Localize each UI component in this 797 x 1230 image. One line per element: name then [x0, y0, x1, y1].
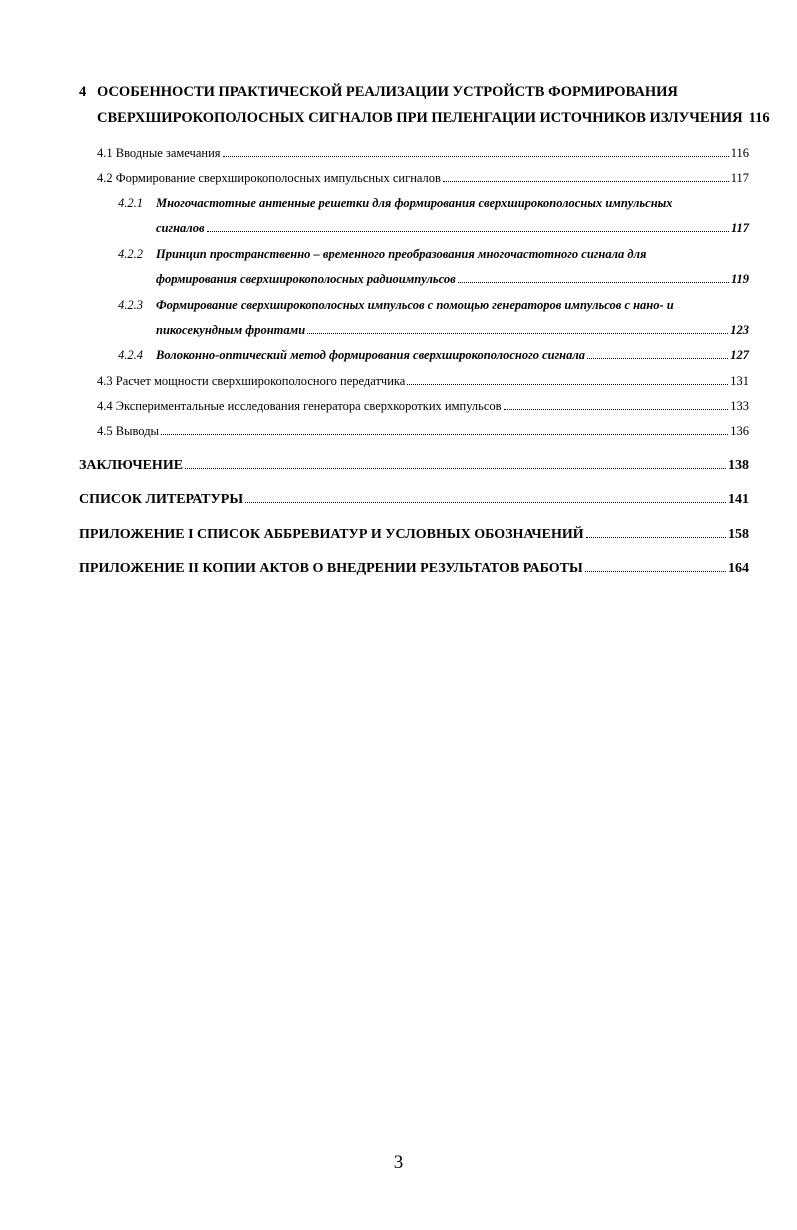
- toc-entry-4-2-2[interactable]: [156, 272, 749, 287]
- toc-page-number: 117: [730, 221, 749, 235]
- toc-page-number: 127: [730, 348, 749, 362]
- dot-leader: [458, 282, 729, 283]
- chapter-number: 4: [79, 84, 87, 100]
- toc-entry-4-4[interactable]: [97, 399, 749, 414]
- toc-subnum-4-2-4: 4.2.4: [118, 348, 143, 362]
- toc-entry-4-2-3-line1[interactable]: Формирование сверхширокополосных импульсов с помощью генераторов импульсов с нано- и: [156, 298, 674, 312]
- toc-page-number: 117: [730, 171, 749, 185]
- dot-leader: [587, 358, 728, 359]
- toc-entry-title: ЗАКЛЮЧЕНИЕ: [79, 458, 184, 473]
- toc-subnum-4-2-3: 4.2.3: [118, 298, 143, 312]
- toc-entry-references[interactable]: [79, 492, 749, 508]
- toc-page-number: 133: [730, 399, 749, 413]
- dot-leader: [585, 571, 726, 572]
- toc-page-number: 158: [728, 527, 749, 542]
- toc-entry-title: пикосекундным фронтами: [156, 323, 306, 337]
- toc-entry-appendix-1[interactable]: [79, 527, 749, 543]
- toc-entry-title: Волоконно-оптический метод формирования сверхширокополосного сигнала: [156, 348, 586, 362]
- toc-page-number: 119: [730, 272, 749, 286]
- dot-leader: [161, 434, 728, 435]
- toc-entry-title: СПИСОК ЛИТЕРАТУРЫ: [79, 492, 244, 507]
- dot-leader: [223, 156, 729, 157]
- toc-entry-chapter-4[interactable]: [97, 110, 770, 127]
- toc-entry-4-2-1[interactable]: [156, 221, 749, 236]
- toc-entry-4-3[interactable]: [97, 374, 749, 389]
- toc-entry-title: 4.1 Вводные замечания: [97, 146, 221, 160]
- toc-entry-title: ПРИЛОЖЕНИЕ I СПИСОК АББРЕВИАТУР И УСЛОВНЫХ ОБОЗНАЧЕНИЙ: [79, 527, 584, 542]
- toc-page-number: 116: [730, 146, 749, 160]
- toc-entry-title: формирования сверхширокополосных радиоимпульсов: [156, 272, 456, 286]
- toc-subnum-4-2-2: 4.2.2: [118, 247, 143, 261]
- dot-leader: [443, 181, 729, 182]
- chapter-title-line2: СВЕРХШИРОКОПОЛОСНЫХ СИГНАЛОВ ПРИ ПЕЛЕНГАЦИИ ИСТОЧНИКОВ ИЗЛУЧЕНИЯ: [97, 110, 743, 126]
- toc-entry-4-2-1-line1[interactable]: Многочастотные антенные решетки для формирования сверхширокополосных импульсных: [156, 196, 673, 210]
- toc-entry-4-2-2-line1[interactable]: Принцип пространственно – временного преобразования многочастотного сигнала для: [156, 247, 647, 261]
- toc-entry-title: ПРИЛОЖЕНИЕ II КОПИИ АКТОВ О ВНЕДРЕНИИ РЕЗУЛЬТАТОВ РАБОТЫ: [79, 561, 583, 576]
- toc-page-number: 116: [748, 110, 770, 126]
- toc-page-number: 123: [730, 323, 749, 337]
- toc-page-number: 138: [728, 458, 749, 473]
- toc-page-number: 141: [728, 492, 749, 507]
- toc-entry-appendix-2[interactable]: [79, 561, 749, 577]
- toc-entry-4-1[interactable]: [97, 146, 749, 161]
- toc-page-number: 164: [728, 561, 749, 576]
- dot-leader: [586, 537, 726, 538]
- page-number: 3: [393, 1152, 404, 1173]
- dot-leader: [245, 502, 726, 503]
- dot-leader: [407, 384, 728, 385]
- toc-entry-4-5[interactable]: [97, 424, 749, 439]
- toc-page-number: 136: [730, 424, 749, 438]
- toc-entry-title: 4.2 Формирование сверхширокополосных импульсных сигналов: [97, 171, 441, 185]
- toc-entry-title: сигналов: [156, 221, 205, 235]
- toc-entry-4-2-4[interactable]: [156, 348, 749, 363]
- toc-entry-4-2-3[interactable]: [156, 323, 749, 338]
- toc-entry-4-2[interactable]: [97, 171, 749, 186]
- toc-subnum-4-2-1: 4.2.1: [118, 196, 143, 210]
- dot-leader: [307, 333, 728, 334]
- toc-entry-title: 4.5 Выводы: [97, 424, 159, 438]
- toc-page-number: 131: [730, 374, 749, 388]
- chapter-title-line1: ОСОБЕННОСТИ ПРАКТИЧЕСКОЙ РЕАЛИЗАЦИИ УСТРОЙСТВ ФОРМИРОВАНИЯ: [97, 84, 678, 100]
- toc-entry-title: 4.3 Расчет мощности сверхширокополосного передатчика: [97, 374, 406, 388]
- dot-leader: [504, 409, 729, 410]
- toc-entry-conclusion[interactable]: [79, 458, 749, 474]
- dot-leader: [207, 231, 729, 232]
- toc-entry-title: 4.4 Экспериментальные исследования генератора сверхкоротких импульсов: [97, 399, 502, 413]
- dot-leader: [185, 468, 726, 469]
